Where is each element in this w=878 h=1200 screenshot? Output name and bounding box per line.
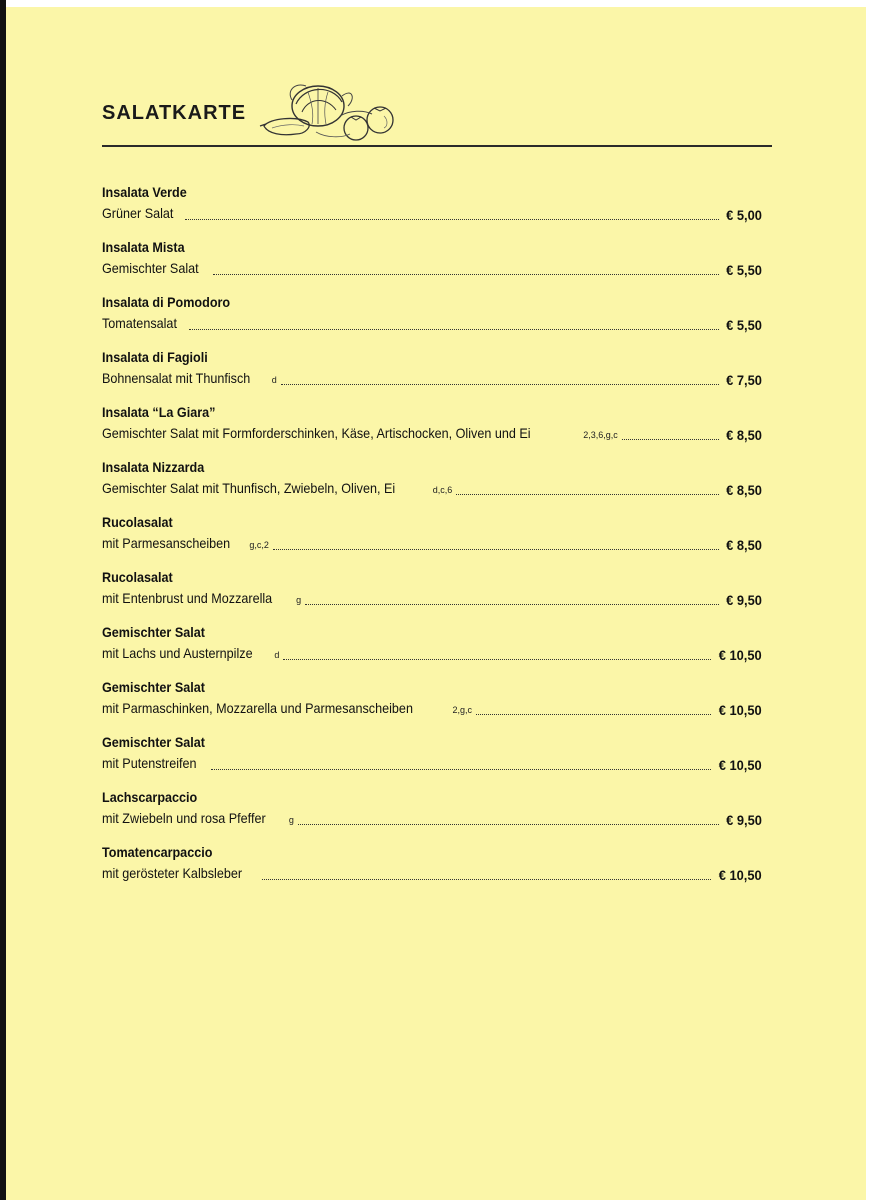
- item-allergens: d,c,6: [432, 485, 453, 495]
- menu-list: [102, 183, 762, 898]
- item-allergens: 2,3,6,g,c: [583, 430, 618, 440]
- dot-leader: [622, 439, 719, 440]
- dot-leader: [185, 219, 719, 220]
- menu-item: [102, 238, 762, 293]
- item-description-wrap: [102, 479, 452, 499]
- item-description: mit Putenstreifen: [102, 755, 197, 771]
- item-line: [102, 589, 762, 609]
- item-price: € 10,50: [719, 702, 762, 718]
- item-name: Insalata Verde: [102, 184, 187, 200]
- item-description-wrap: [102, 204, 181, 224]
- item-description-wrap: [102, 589, 301, 609]
- item-line: [102, 699, 762, 719]
- item-line: [102, 809, 762, 829]
- item-name: Insalata di Fagioli: [102, 349, 208, 365]
- item-allergens: g: [296, 595, 302, 605]
- item-description: Tomatensalat: [102, 315, 177, 331]
- item-description-wrap: [102, 864, 258, 884]
- item-description: Bohnensalat mit Thunfisch: [102, 370, 251, 386]
- item-description-wrap: [102, 699, 472, 719]
- item-line: [102, 479, 762, 499]
- item-line: [102, 644, 762, 664]
- item-description: mit Parmaschinken, Mozzarella und Parmesanscheiben: [102, 700, 413, 716]
- menu-item: [102, 623, 762, 678]
- item-line: [102, 754, 762, 774]
- item-description: Gemischter Salat mit Formforderschinken, Käse, Artischocken, Oliven und Ei: [102, 425, 531, 441]
- dot-leader: [189, 329, 719, 330]
- item-allergens: g,c,2: [249, 540, 269, 550]
- menu-title: SALATKARTE: [102, 102, 247, 124]
- item-name: Insalata di Pomodoro: [102, 294, 231, 310]
- dot-leader: [262, 879, 712, 880]
- item-price: € 8,50: [726, 427, 762, 443]
- item-price: € 5,00: [726, 207, 762, 223]
- page-top-edge: [6, 0, 866, 7]
- item-description: Gemischter Salat: [102, 260, 199, 276]
- item-name: Tomatencarpaccio: [102, 844, 213, 860]
- menu-item: [102, 183, 762, 238]
- item-name: Gemischter Salat: [102, 624, 205, 640]
- item-line: [102, 314, 762, 334]
- dot-leader: [273, 549, 719, 550]
- item-description: mit Entenbrust und Mozzarella: [102, 590, 273, 606]
- item-line: [102, 369, 762, 389]
- menu-item: [102, 348, 762, 403]
- item-allergens: d: [274, 650, 280, 660]
- item-line: [102, 864, 762, 884]
- item-name: Rucolasalat: [102, 569, 173, 585]
- item-price: € 9,50: [726, 812, 762, 828]
- item-line: [102, 259, 762, 279]
- item-price: € 7,50: [726, 372, 762, 388]
- item-allergens: d: [271, 375, 277, 385]
- item-name: Lachscarpaccio: [102, 789, 198, 805]
- dot-leader: [283, 659, 711, 660]
- item-description-wrap: [102, 534, 269, 554]
- menu-item: [102, 403, 762, 458]
- item-name: Gemischter Salat: [102, 734, 205, 750]
- menu-item: [102, 568, 762, 623]
- item-line: [102, 204, 762, 224]
- item-description-wrap: [102, 424, 618, 444]
- menu-item: [102, 678, 762, 733]
- item-price: € 8,50: [726, 482, 762, 498]
- dot-leader: [298, 824, 719, 825]
- item-price: € 8,50: [726, 537, 762, 553]
- menu-item: [102, 788, 762, 843]
- item-description-wrap: [102, 644, 279, 664]
- menu-item: [102, 733, 762, 788]
- page-right-edge: [866, 0, 878, 1200]
- item-description: mit Lachs und Austernpilze: [102, 645, 253, 661]
- dot-leader: [456, 494, 719, 495]
- item-description-wrap: [102, 259, 209, 279]
- item-description: Grüner Salat: [102, 205, 174, 221]
- menu-item: [102, 293, 762, 348]
- item-description-wrap: [102, 314, 185, 334]
- dot-leader: [281, 384, 719, 385]
- item-price: € 5,50: [726, 262, 762, 278]
- item-description-wrap: [102, 369, 277, 389]
- item-description: mit Parmesanscheiben: [102, 535, 231, 551]
- item-line: [102, 534, 762, 554]
- item-name: Gemischter Salat: [102, 679, 205, 695]
- vegetables-illustration-icon: [256, 76, 398, 146]
- menu-item: [102, 843, 762, 898]
- item-name: Insalata Nizzarda: [102, 459, 205, 475]
- item-description: Gemischter Salat mit Thunfisch, Zwiebeln, Oliven, Ei: [102, 480, 396, 496]
- item-price: € 9,50: [726, 592, 762, 608]
- item-line: [102, 424, 762, 444]
- item-allergens: 2,g,c: [452, 705, 473, 715]
- item-name: Rucolasalat: [102, 514, 173, 530]
- item-description-wrap: [102, 809, 294, 829]
- item-description-wrap: [102, 754, 207, 774]
- dot-leader: [213, 274, 719, 275]
- dot-leader: [476, 714, 711, 715]
- item-price: € 5,50: [726, 317, 762, 333]
- item-allergens: g: [288, 815, 294, 825]
- item-price: € 10,50: [719, 647, 762, 663]
- item-name: Insalata Mista: [102, 239, 185, 255]
- item-price: € 10,50: [719, 757, 762, 773]
- item-description: mit gerösteter Kalbsleber: [102, 865, 243, 881]
- title-underline: [102, 145, 772, 147]
- item-price: € 10,50: [719, 867, 762, 883]
- item-name: Insalata “La Giara”: [102, 404, 216, 420]
- dot-leader: [305, 604, 719, 605]
- menu-item: [102, 513, 762, 568]
- dot-leader: [211, 769, 711, 770]
- menu-item: [102, 458, 762, 513]
- item-description: mit Zwiebeln und rosa Pfeffer: [102, 810, 266, 826]
